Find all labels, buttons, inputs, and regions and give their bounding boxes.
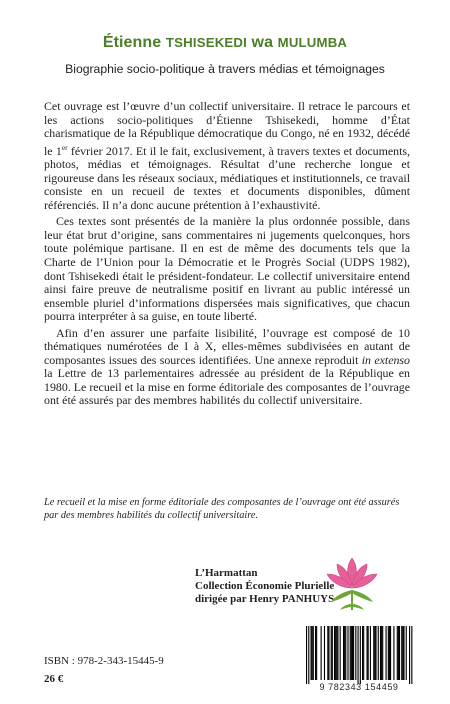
- paragraph-1-part-b: février 2017. Et il le fait, exclusivement, à travers textes et documents, photos, médias et témoignages. Résultat d’une recherche longue et rigoureuse dans les réseaux sociaux, médiatiques et institutionnels, ce travail consiste en un recueil de textes et documents disponibles, dûment référenciés. Il n’a donc aucune prétention à l’exhaustivité.: [44, 143, 410, 212]
- barcode-bar: [406, 626, 407, 680]
- barcode-bar: [343, 626, 344, 680]
- barcode-bar: [337, 626, 338, 680]
- barcode-bar: [378, 626, 379, 680]
- barcode-bar: [353, 626, 354, 680]
- isbn-number: ISBN : 978-2-343-15445-9: [44, 655, 164, 667]
- barcode-bar: [386, 626, 387, 680]
- publisher-block: [195, 567, 334, 607]
- collection-name: Collection Économie Plurielle: [195, 580, 335, 593]
- paragraph-3-part-b: la Lettre de 13 parlementaires adressée au président de la République en 1980. Le recueil et la mise en forme éditoriale des composantes de l’ouvrage ont été assurés par des membres habilités du collectif universitaire.: [44, 366, 410, 408]
- paragraph-2: Ces textes sont présentés de la manière la plus ordonnée possible, dans leur état brut d’origine, sans commentaires ni jugements quelconques, hors toute polémique partisane. Il en est de même des documents tels que la Charte de l’Union pour la Démocratie et le Progrès Social (UDPS 1982), dont Tshisekedi était le président-fondateur. Le collectif universitaire entend ainsi faire preuve de neutralisme positif en livrant au public intéressé un ensemble pluriel d’informations dispersées mais significatives, que chacun pourra interpréter à sa guise, en toute liberté.: [44, 214, 410, 324]
- title-surname: TSHISEKEDI: [165, 35, 247, 50]
- barcode-bar: [332, 626, 333, 680]
- book-price: 26 €: [44, 673, 64, 685]
- barcode-bar: [399, 626, 400, 680]
- barcode-bar: [382, 626, 383, 680]
- barcode-bar: [403, 626, 404, 680]
- paragraph-3: [44, 327, 410, 408]
- barcode-bar: [389, 626, 390, 680]
- title-first-name: Étienne: [102, 34, 166, 51]
- barcode-bar: [402, 626, 403, 680]
- collection-director: dirigée par Henry PANHUYS: [195, 593, 335, 606]
- barcode-bar: [324, 626, 325, 680]
- paragraph-1: [44, 100, 410, 212]
- barcode-bar: [360, 626, 361, 684]
- lotus-flower-icon: [319, 552, 385, 612]
- barcode-bar: [335, 626, 336, 680]
- barcode-bar: [306, 626, 307, 684]
- barcode-digits: 9 782343 154459: [319, 682, 399, 692]
- barcode-bar: [362, 626, 363, 680]
- barcode-bar: [336, 626, 337, 680]
- barcode-bar: [331, 626, 332, 680]
- barcode-bar: [388, 626, 389, 680]
- barcode-bar: [316, 626, 317, 680]
- barcode-bar: [375, 626, 376, 680]
- barcode-bar: [358, 626, 359, 684]
- paragraph-3-part-a: Afin d’en assurer une parfaite lisibilité, l’ouvrage est composé de 10 thématiques numérotées de I à X, elles-mêmes subdivisées en autant de composantes issues des sources identifiées. Une annexe reproduit: [44, 325, 410, 367]
- barcode-bar: [313, 626, 314, 680]
- barcode-bar: [397, 626, 398, 680]
- barcode-bar: [321, 626, 322, 680]
- barcode-bar: [366, 626, 367, 680]
- barcode-bar: [355, 626, 356, 680]
- back-cover-text: [44, 100, 410, 411]
- italic-in-extenso: in extenso: [361, 352, 410, 367]
- barcode-bar: [327, 626, 328, 680]
- title-surname-2: MULUMBA: [277, 35, 348, 50]
- barcode-bar: [340, 626, 341, 680]
- barcode-bar: [409, 626, 410, 684]
- barcode-bar: [373, 626, 374, 680]
- paragraph-1-part-a: Cet ouvrage est l’œuvre d’un collectif universitaire. Il retrace le parcours et les actions socio-politiques d’Étienne Tshisekedi, homme d’État charismatique de la République démocratique du Congo, né en 1932, décédé le 1: [44, 99, 410, 158]
- barcode-bar: [312, 626, 313, 680]
- barcode-bar: [334, 626, 335, 680]
- barcode-bar: [352, 626, 353, 680]
- barcode-bar: [374, 626, 375, 680]
- barcode-bar: [351, 626, 352, 680]
- editorial-note: Le recueil et la mise en forme éditoriale des composantes de l’ouvrage ont été assurés par des membres habilités du collectif universitaire.: [44, 497, 400, 521]
- barcode-bar: [411, 626, 412, 684]
- barcode-bar: [350, 626, 351, 680]
- barcode-bar: [315, 626, 316, 680]
- title-particle: wa: [247, 34, 278, 51]
- barcode-bar: [345, 626, 346, 680]
- barcode-bar: [368, 626, 369, 680]
- barcode-bar: [363, 626, 364, 680]
- barcode-bar: [347, 626, 348, 680]
- barcode-bar: [380, 626, 381, 680]
- barcode-bar: [308, 626, 309, 684]
- book-title: [0, 34, 450, 52]
- book-subtitle: Biographie socio-politique à travers médias et témoignages: [65, 62, 385, 76]
- barcode-bar: [390, 626, 391, 680]
- barcode-bar: [328, 626, 329, 680]
- barcode-bar: [310, 626, 311, 680]
- barcode-bar: [344, 626, 345, 680]
- barcode-bar: [370, 626, 371, 680]
- superscript-er: er: [61, 142, 68, 152]
- barcode-bar: [381, 626, 382, 680]
- barcode-bar: [398, 626, 399, 680]
- publisher-name: L’Harmattan: [195, 567, 258, 579]
- barcode-bar: [401, 626, 402, 680]
- barcode-bar: [393, 626, 394, 680]
